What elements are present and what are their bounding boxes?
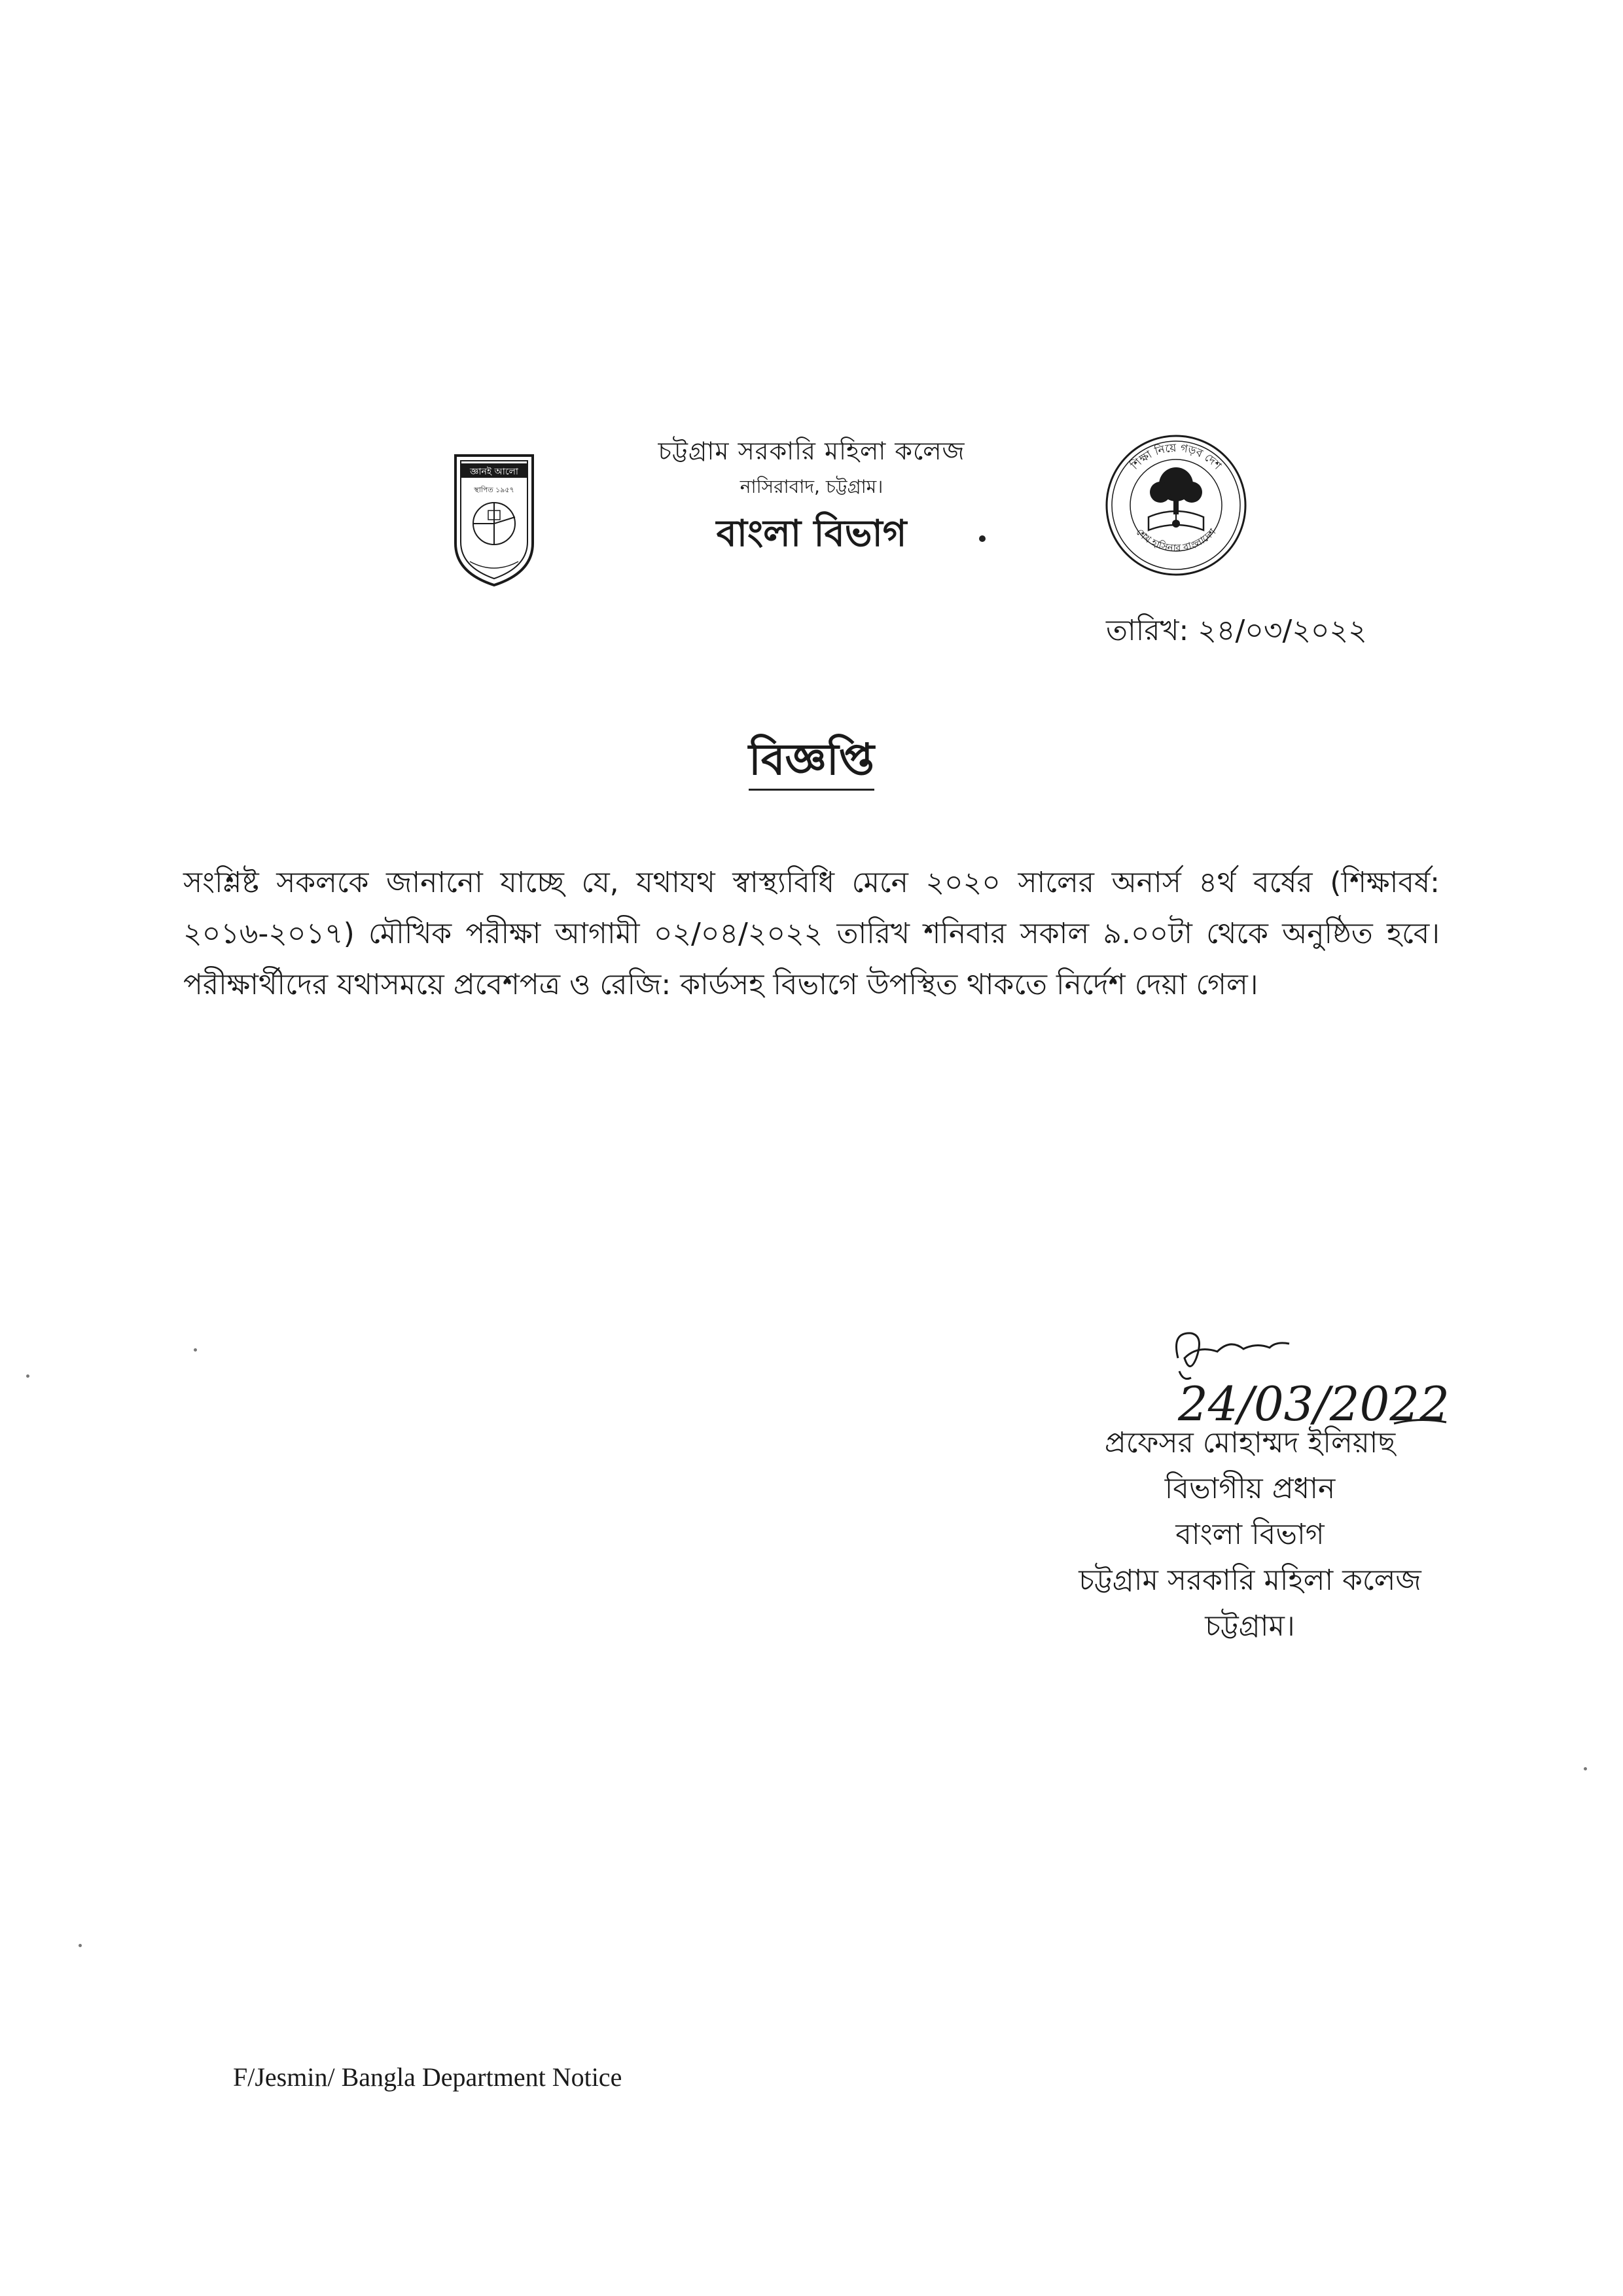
handwritten-date: 24/03/2022: [1178, 1376, 1450, 1431]
svg-text:জ্ঞানই আলো: জ্ঞানই আলো: [470, 467, 518, 477]
department-title: বাংলা বিভাগ: [716, 512, 907, 555]
signatory-institution: চট্টগ্রাম সরকারি মহিলা কলেজ: [1079, 1564, 1421, 1597]
scan-speck: [194, 1348, 197, 1352]
scan-speck: [79, 1944, 82, 1947]
college-address: নাসিরাবাদ, চট্টগ্রাম।: [740, 476, 883, 497]
signatory-designation: বিভাগীয় প্রধান: [1164, 1472, 1336, 1505]
svg-text:স্থাপিত ১৯৫৭: স্থাপিত ১৯৫৭: [474, 486, 514, 494]
college-crest-logo: [452, 452, 537, 589]
signature-block: [1021, 1420, 1479, 1649]
notice-title: [0, 726, 1623, 798]
date-value: ২৪/০৩/২০২২: [1198, 614, 1367, 647]
signatory-city: চট্টগ্রাম।: [1205, 1609, 1295, 1643]
stray-mark: [979, 535, 986, 542]
scan-speck: [1584, 1767, 1587, 1770]
notice-date: [1106, 609, 1367, 656]
college-name: চট্টগ্রাম সরকারি মহিলা কলেজ: [658, 437, 965, 465]
notice-title-text: বিজ্ঞপ্তি: [749, 734, 874, 791]
signatory-name: প্রফেসর মোহাম্মদ ইলিয়াছ: [1104, 1426, 1396, 1460]
footer-reference: F/Jesmin/ Bangla Department Notice: [233, 2062, 622, 2092]
handwritten-signature: [1158, 1319, 1459, 1437]
government-seal-logo: [1103, 432, 1250, 579]
svg-text:শিক্ষা নিয়ে গড়ব দেশ: শিক্ষা নিয়ে গড়ব দেশ: [1128, 441, 1224, 473]
date-label: তারিখ:: [1106, 614, 1189, 647]
svg-text:শেখ হাসিনার বাংলাদেশ: শেখ হাসিনার বাংলাদেশ: [1133, 526, 1219, 554]
scan-speck: [26, 1374, 29, 1378]
notice-body: সংশ্লিষ্ট সকলকে জানানো যাচ্ছে যে, যথাযথ স্বাস্থ্যবিধি মেনে ২০২০ সালের অনার্স ৪র্থ বর্ষের (শিক্ষাবর্ষ: ২০১৬-২০১৭) মৌখিক পরীক্ষা আগামী ০২/০৪/২০২২ তারিখ শনিবার সকাল ৯.০০টা থেকে অনুষ্ঠিত হবে। পরীক্ষার্থীদের যথাসময়ে প্রবেশপত্র ও রেজি: কার্ডসহ বিভাগে উপস্থিত থাকতে নির্দেশ দেয়া গেল।: [183, 866, 1440, 1001]
signatory-department: বাংলা বিভাগ: [1175, 1518, 1325, 1551]
